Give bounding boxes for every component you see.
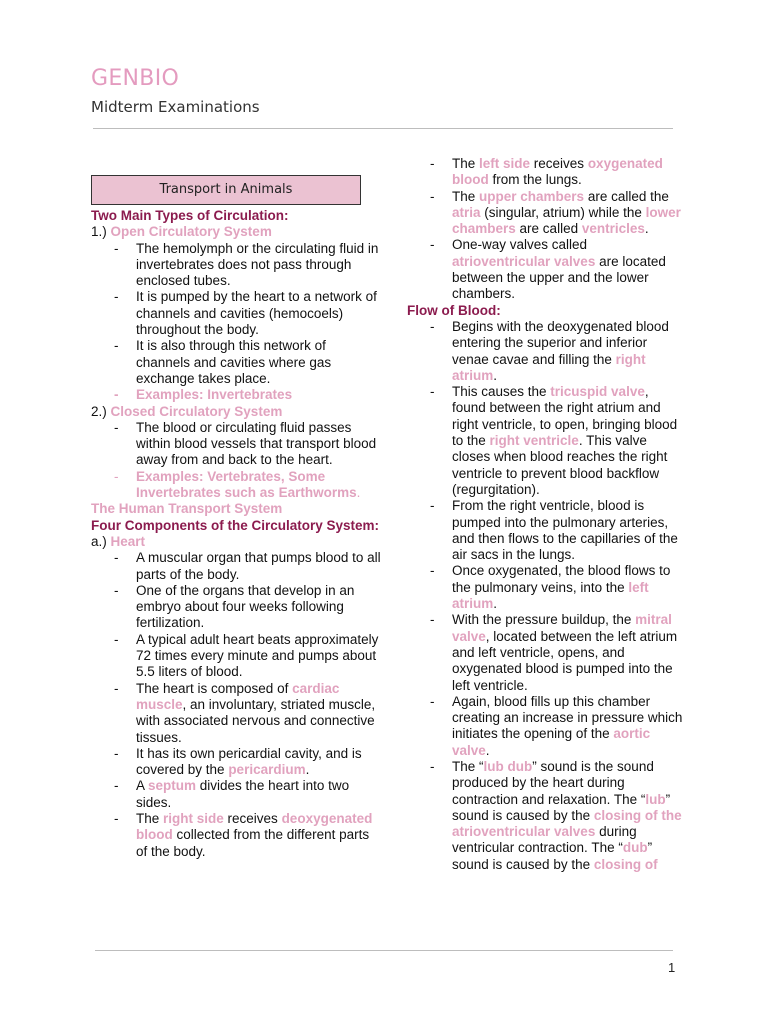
page-number: 1 (668, 960, 676, 975)
text-run: Begins with the deoxygenated blood entering the superior and inferior venae cavae and filling the (452, 318, 669, 367)
section-title-box (91, 175, 361, 205)
text-run: The “ (452, 758, 484, 774)
closed-examples-text: Examples: Vertebrates, Some Invertebrates such as Earthworms (136, 468, 357, 501)
text-run: are called (515, 221, 582, 237)
left-column (91, 175, 381, 860)
term-right-side: right side (163, 810, 224, 826)
closed-system-label: Closed Circulatory System (110, 403, 283, 419)
heart-sides-list (407, 156, 685, 303)
term-tricuspid-valve: tricuspid valve (550, 384, 645, 400)
term-upper-chambers: upper chambers (479, 188, 585, 204)
text-run: ” sound is caused by the (452, 840, 653, 872)
open-system-label: Open Circulatory System (110, 224, 272, 240)
text-run: ” sound is the sound produced by the heart during contraction and relaxation. The “ (452, 758, 654, 807)
term-right-atrium: right atrium (452, 351, 646, 383)
text-run: ” sound is caused by the (452, 791, 671, 823)
text-run: , an involuntary, striated muscle, with associated nervous and connective tissues. (136, 696, 376, 745)
closed-system-examples (91, 469, 381, 502)
term-left-atrium: left atrium (452, 579, 649, 612)
text-run: , found between the right atrium and right ventricle, to open, bringing blood to the (452, 384, 678, 449)
text-run: . (493, 367, 498, 383)
text-run: The (136, 810, 164, 826)
term-left-side: left side (479, 156, 531, 171)
list-item (407, 612, 685, 693)
heart-heading (91, 534, 381, 550)
document-title: GENBIO (91, 66, 180, 91)
term-atria: atria (452, 204, 481, 220)
text-run: collected from the different parts of the body. (136, 827, 370, 859)
term-closing-of: closing of (593, 856, 658, 872)
term-dub: dub (622, 840, 648, 856)
text-run: The heart is composed of (136, 680, 293, 696)
list-item (407, 694, 685, 759)
section-title: Transport in Animals (159, 181, 293, 197)
text-run: Again, blood fills up this chamber creating an increase in pressure which initiates the opening of the (452, 693, 683, 742)
term-mitral-valve: mitral valve (452, 612, 672, 644)
text-run: receives (530, 156, 588, 171)
list-item (91, 811, 381, 860)
heart-number: a.) (91, 533, 111, 549)
list-item (91, 746, 381, 779)
open-system-examples: - Examples: Invertebrates (91, 387, 381, 403)
text-run: (singular, atrium) while the (480, 204, 646, 220)
open-system-list (91, 241, 381, 404)
text-run: . (485, 742, 490, 758)
list-item (407, 759, 685, 873)
closed-system-number: 2.) (91, 403, 111, 419)
term-septum: septum (148, 778, 197, 794)
list-item: - A muscular organ that pumps blood to all parts of the body. (91, 550, 381, 583)
term-deoxygenated-blood: deoxygenated blood (136, 810, 373, 843)
text-run: A (136, 778, 149, 794)
term-lower-chambers: lower chambers (452, 204, 681, 237)
header-divider (93, 128, 673, 129)
text-run: . (305, 762, 310, 778)
list-item (91, 681, 381, 746)
list-item: - One of the organs that develop in an embryo about four weeks following fertilization. (91, 583, 381, 632)
footer-divider (95, 950, 673, 951)
closed-system-list (91, 420, 381, 501)
list-item: - The hemolymph or the circulating fluid in invertebrates does not pass through enclosed tubes. (91, 241, 381, 290)
text-run: One-way valves called (452, 237, 588, 253)
list-item (407, 156, 685, 189)
text-run: . (644, 221, 649, 237)
term-lub-dub: lub dub (483, 758, 533, 774)
closed-system-heading (91, 404, 381, 420)
list-item (407, 563, 685, 612)
text-run: from the lungs. (488, 172, 582, 188)
term-closing-av-valves: closing of the atrioventricular valves (452, 807, 682, 840)
text-run: . This valve closes when blood reaches the right ventricle to prevent blood backflow (regurgitation). (452, 433, 668, 497)
open-system-number: 1.) (91, 224, 111, 240)
list-item: - The blood or circulating fluid passes within blood vessels that transport blood away from and back to the heart. (91, 420, 381, 469)
text-run: . (493, 596, 498, 612)
text-run: receives (223, 810, 282, 826)
list-item: - It is also through this network of channels and cavities where gas exchange takes place. (91, 338, 381, 387)
text-run: With the pressure buildup, the (452, 612, 636, 628)
list-item: - It is pumped by the heart to a network of channels and cavities (hemocoels) throughout the body. (91, 289, 381, 338)
components-heading: Four Components of the Circulatory System: (91, 517, 380, 533)
heart-list (91, 550, 381, 860)
circulation-types-heading: Two Main Types of Circulation: (91, 208, 289, 223)
human-transport-heading: The Human Transport System (91, 501, 283, 517)
document-subtitle: Midterm Examinations (91, 98, 260, 116)
list-item (407, 237, 685, 302)
term-cardiac-muscle: cardiac muscle (136, 680, 340, 712)
list-item: - A typical adult heart beats approximately 72 times every minute and pumps about 5.5 liters of blood. (91, 632, 381, 681)
flow-of-blood-heading: Flow of Blood: (407, 302, 501, 318)
text-run: The (452, 188, 480, 204)
heart-label: Heart (110, 533, 146, 549)
list-item (91, 778, 381, 811)
term-pericardium: pericardium (228, 762, 306, 778)
text-run: The (452, 156, 480, 171)
list-item: - From the right ventricle, blood is pumped into the pulmonary arteries, and then flows to the capillaries of the air sacs in the lungs. (407, 498, 685, 563)
list-item (407, 189, 685, 238)
list-item (407, 384, 685, 498)
list-item (407, 319, 685, 384)
text-run: divides the heart into two sides. (136, 778, 350, 810)
term-lub: lub (645, 791, 666, 807)
term-oxygenated-blood: oxygenated blood (452, 156, 663, 188)
text-run: are called the (584, 188, 669, 204)
text-run: Once oxygenated, the blood flows to the pulmonary veins, into the (452, 563, 671, 595)
text-run: are located between the upper and the lower chambers. (452, 253, 666, 302)
open-system-heading (91, 224, 381, 240)
closed-examples-end: . (356, 485, 361, 501)
term-atrioventricular-valves: atrioventricular valves (452, 253, 596, 269)
text-run: , located between the left atrium and left ventricle, opens, and oxygenated blood is pumped into the left ventricle. (452, 628, 678, 693)
text-run: It has its own pericardial cavity, and is covered by the (136, 745, 362, 778)
text-run: during ventricular contraction. The “ (452, 824, 637, 856)
flow-of-blood-list (407, 319, 685, 873)
term-ventricles: ventricles (581, 221, 645, 237)
right-column (407, 156, 685, 873)
term-aortic-valve: aortic valve (452, 726, 651, 758)
term-right-ventricle: right ventricle (489, 433, 579, 449)
text-run: This causes the (452, 384, 551, 400)
